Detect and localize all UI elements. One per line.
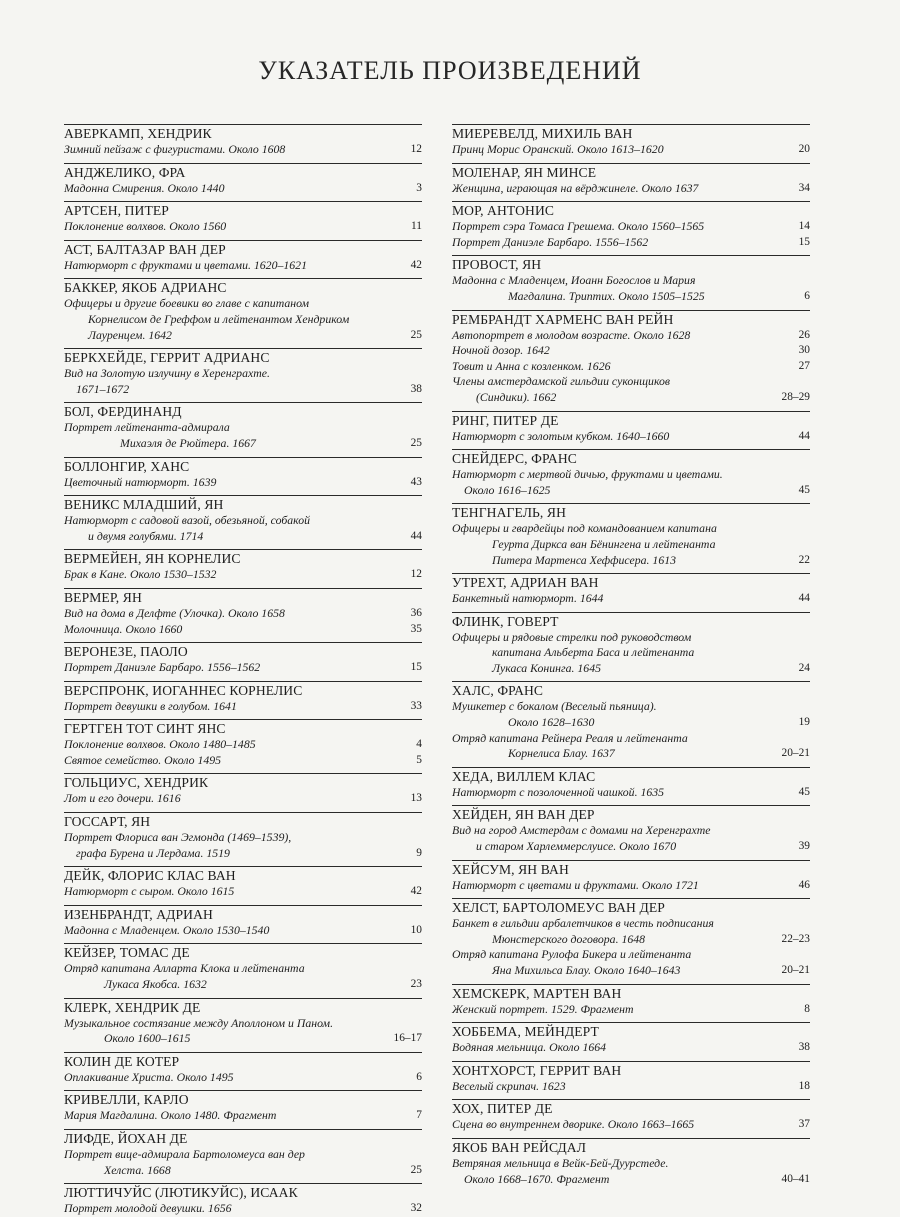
- artwork-title-line: Портрет девушки в голубом. 1641: [64, 698, 237, 713]
- artwork-title-line: Водяная мельница. Около 1664: [452, 1040, 607, 1055]
- artwork-entry: [64, 567, 422, 583]
- index-entry: [64, 402, 422, 451]
- artwork-entry: [64, 513, 422, 544]
- artist-name: МОЛЕНАР, ЯН МИНСЕ: [452, 163, 810, 181]
- artist-name: ВЕРОНЕЗЕ, ПАОЛО: [64, 642, 422, 660]
- artwork-title-line: Отряд капитана Алларта Клока и лейтенанта: [64, 961, 305, 976]
- artwork-title-line: Натюрморт с фруктами и цветами. 1620–1621: [64, 257, 307, 272]
- artwork-title-line: (Синдики). 1662: [476, 389, 557, 404]
- artwork-entry: [452, 591, 810, 607]
- artwork-entry: [64, 420, 422, 451]
- index-entry: [64, 1129, 422, 1178]
- artwork-entry: [452, 343, 810, 359]
- artwork-title-line: Ночной дозор. 1642: [452, 343, 550, 358]
- artist-name: ФЛИНК, ГОВЕРТ: [452, 612, 810, 630]
- artwork-title-line: Натюрморт с мертвой дичью, фруктами и цветами.: [452, 467, 723, 482]
- page-number: 43: [410, 475, 422, 488]
- artist-name: ДЕЙК, ФЛОРИС КЛАС ВАН: [64, 866, 422, 884]
- index-entry: [64, 681, 422, 715]
- artwork-title-line: 1671–1672: [76, 381, 130, 396]
- index-entry: [64, 163, 422, 197]
- page-number: 27: [798, 359, 810, 372]
- artwork-entry: [452, 359, 810, 375]
- page-number: 22: [798, 553, 810, 566]
- artwork-entry: [452, 1117, 810, 1133]
- artwork-entry: [452, 181, 810, 197]
- artwork-entry: [64, 258, 422, 274]
- artwork-entry: [452, 328, 810, 344]
- index-entry: [452, 767, 810, 801]
- page-number: 35: [410, 622, 422, 635]
- artwork-title-line: Магдалина. Триптих. Около 1505–1525: [508, 288, 705, 303]
- artwork-title-line: Портрет молодой девушки. 1656: [64, 1201, 232, 1216]
- artwork-entry: [64, 1108, 422, 1124]
- page-number: 22–23: [781, 932, 810, 945]
- index-entry: [452, 573, 810, 607]
- artist-name: МОР, АНТОНИС: [452, 201, 810, 219]
- index-entry: [452, 124, 810, 158]
- page-number: 4: [416, 738, 422, 751]
- artist-name: ВЕРМЕЙЕН, ЯН КОРНЕЛИС: [64, 549, 422, 567]
- page-number: 5: [416, 753, 422, 766]
- artwork-entry: [452, 699, 810, 730]
- artist-name: БОЛ, ФЕРДИНАНД: [64, 402, 422, 420]
- page-number: 36: [410, 606, 422, 619]
- artwork-title-line: графа Бурена и Лердама. 1519: [76, 845, 230, 860]
- page-number: 25: [410, 1163, 422, 1176]
- artist-name: ГОЛЬЦИУС, ХЕНДРИК: [64, 773, 422, 791]
- left-column: [64, 124, 422, 1217]
- page-number: 37: [798, 1118, 810, 1131]
- index-entry: [452, 805, 810, 854]
- artwork-entry: [452, 1156, 810, 1187]
- artwork-title-line: Питера Мартенса Хеффисера. 1613: [492, 552, 677, 567]
- artwork-title-line: Около 1600–1615: [104, 1031, 191, 1046]
- artwork-title-line: Члены амстердамской гильдии суконщиков: [452, 374, 671, 389]
- artwork-entry: [64, 884, 422, 900]
- index-entry: [64, 1090, 422, 1124]
- artwork-title-line: Корнелисом де Греффом и лейтенантом Хендриком: [88, 311, 350, 326]
- page-number: 38: [798, 1041, 810, 1054]
- artwork-title-line: Товит и Анна с козленком. 1626: [452, 358, 611, 373]
- page-number: 14: [798, 220, 810, 233]
- artwork-title-line: Портрет Флориса ван Эгмонда (1469–1539),: [64, 830, 292, 845]
- artwork-entry: [64, 1070, 422, 1086]
- index-entry: [64, 866, 422, 900]
- artwork-title-line: Ветряная мельница в Вейк-Бей-Дуурстеде.: [452, 1155, 669, 1170]
- artist-name: РЕМБРАНДТ ХАРМЕНС ВАН РЕЙН: [452, 310, 810, 328]
- artwork-entry: [452, 235, 810, 251]
- artwork-title-line: Лот и его дочери. 1616: [64, 791, 181, 806]
- index-entry: [64, 998, 422, 1047]
- index-entry: [452, 681, 810, 761]
- artwork-title-line: Банкетный натюрморт. 1644: [452, 591, 604, 606]
- index-entry: [452, 1099, 810, 1133]
- index-entry: [64, 495, 422, 544]
- index-entry: [64, 773, 422, 807]
- artwork-title-line: Натюрморт с садовой вазой, обезьяной, собакой: [64, 513, 311, 528]
- artist-name: ПРОВОСТ, ЯН: [452, 255, 810, 273]
- index-entry: [452, 503, 810, 568]
- artwork-title-line: Офицеры и рядовые стрелки под руководством: [452, 629, 692, 644]
- index-entry: [64, 642, 422, 676]
- artwork-entry: [64, 961, 422, 992]
- index-entry: [64, 201, 422, 235]
- artwork-title-line: Портрет Даниэле Барбаро. 1556–1562: [64, 660, 261, 675]
- artist-name: ГОССАРТ, ЯН: [64, 812, 422, 830]
- artist-name: АВЕРКАМП, ХЕНДРИК: [64, 124, 422, 142]
- artist-name: ХОББЕМА, МЕЙНДЕРТ: [452, 1022, 810, 1040]
- artwork-entry: [64, 475, 422, 491]
- artist-name: ХЕЙСУМ, ЯН ВАН: [452, 860, 810, 878]
- page-number: 12: [410, 568, 422, 581]
- index-entry: [64, 124, 422, 158]
- page-number: 42: [410, 885, 422, 898]
- page-number: 42: [410, 258, 422, 271]
- artwork-title-line: Лукаса Якобса. 1632: [104, 977, 207, 992]
- artwork-entry: [64, 791, 422, 807]
- artwork-title-line: Поклонение волхвов. Около 1560: [64, 219, 227, 234]
- artist-name: КРИВЕЛЛИ, КАРЛО: [64, 1090, 422, 1108]
- artwork-title-line: Портрет вице-адмирала Бартоломеуса ван дер: [64, 1147, 305, 1161]
- page-number: 45: [798, 483, 810, 496]
- index-entry: [64, 348, 422, 397]
- artwork-entry: [64, 1201, 422, 1217]
- page-number: 9: [416, 846, 422, 859]
- artwork-title-line: и старом Харлеммерслуисе. Около 1670: [476, 839, 677, 854]
- index-entry: [452, 449, 810, 498]
- index-entry: [452, 310, 810, 406]
- artwork-entry: [64, 366, 422, 397]
- artwork-entry: [64, 1016, 422, 1047]
- page-number: 40–41: [781, 1172, 810, 1185]
- artwork-entry: [452, 273, 810, 304]
- artist-name: ТЕНГНАГЕЛЬ, ЯН: [452, 503, 810, 521]
- artwork-title-line: капитана Альберта Баса и лейтенанта: [492, 645, 695, 660]
- artwork-entry: [64, 660, 422, 676]
- artwork-entry: [452, 785, 810, 801]
- artist-name: ВЕРМЕР, ЯН: [64, 588, 422, 606]
- artist-name: ЯКОБ ВАН РЕЙСДАЛ: [452, 1138, 810, 1156]
- artwork-entry: [64, 699, 422, 715]
- index-entry: [64, 905, 422, 939]
- artwork-entry: [64, 737, 422, 753]
- artist-name: ХЕДА, ВИЛЛЕМ КЛАС: [452, 767, 810, 785]
- page-number: 33: [410, 699, 422, 712]
- artwork-entry: [452, 521, 810, 568]
- page-number: 16–17: [393, 1032, 422, 1045]
- page-number: 24: [798, 661, 810, 674]
- artwork-entry: [64, 606, 422, 622]
- page-number: 26: [798, 328, 810, 341]
- index-entry: [64, 812, 422, 861]
- artwork-title-line: Вид на Золотую излучину в Херенграхте.: [64, 366, 270, 381]
- page-number: 15: [410, 661, 422, 674]
- page-number: 39: [798, 840, 810, 853]
- artwork-title-line: Веселый скрипач. 1623: [452, 1078, 566, 1093]
- index-entry: [64, 1052, 422, 1086]
- page-number: 25: [410, 328, 422, 341]
- page-number: 3: [416, 181, 422, 194]
- index-entry: [64, 549, 422, 583]
- artist-name: ХОХ, ПИТЕР ДЕ: [452, 1099, 810, 1117]
- page-number: 15: [798, 235, 810, 248]
- artwork-title-line: Автопортрет в молодом возрасте. Около 1628: [452, 327, 691, 342]
- artist-name: АНДЖЕЛИКО, ФРА: [64, 163, 422, 181]
- page-number: 20–21: [781, 747, 810, 760]
- artist-name: КОЛИН ДЕ КОТЕР: [64, 1052, 422, 1070]
- artwork-entry: [452, 916, 810, 947]
- artwork-title-line: Геурта Диркса ван Бёнингена и лейтенанта: [492, 536, 716, 551]
- page-number: 6: [416, 1070, 422, 1083]
- artist-name: МИЕРЕВЕЛД, МИХИЛЬ ВАН: [452, 124, 810, 142]
- artwork-title-line: Женщина, играющая на вёрджинеле. Около 1637: [452, 180, 699, 195]
- artist-name: ЛИФДЕ, ЙОХАН ДЕ: [64, 1129, 422, 1147]
- artwork-title-line: Мадонна с Младенцем, Иоанн Богослов и Мария: [452, 273, 696, 288]
- artist-name: ГЕРТГЕН ТОТ СИНТ ЯНС: [64, 719, 422, 737]
- artwork-title-line: Мадонна с Младенцем. Около 1530–1540: [64, 922, 270, 937]
- artwork-title-line: Цветочный натюрморт. 1639: [64, 474, 217, 489]
- artwork-title-line: Около 1628–1630: [508, 715, 595, 730]
- artwork-title-line: Мария Магдалина. Около 1480. Фрагмент: [64, 1108, 277, 1123]
- artwork-title-line: Святое семейство. Около 1495: [64, 752, 222, 767]
- page-number: 6: [804, 289, 810, 302]
- page-number: 20: [798, 143, 810, 155]
- page-number: 11: [411, 220, 422, 233]
- page-title: УКАЗАТЕЛЬ ПРОИЗВЕДЕНИЙ: [258, 56, 642, 85]
- artwork-title-line: Натюрморт с сыром. Около 1615: [64, 884, 235, 899]
- artwork-title-line: Молочница. Около 1660: [64, 621, 183, 636]
- artist-name: АРТСЕН, ПИТЕР: [64, 201, 422, 219]
- page-number: 18: [798, 1079, 810, 1092]
- artwork-title-line: Вид на дома в Делфте (Улочка). Около 1658: [64, 605, 285, 620]
- page-number: 34: [798, 181, 810, 194]
- index-entry: [452, 163, 810, 197]
- artwork-title-line: Портрет сэра Томаса Грешема. Около 1560–1565: [452, 219, 705, 234]
- artist-name: ЛЮТТИЧУЙС (ЛЮТИКУЙС), ИСААК: [64, 1183, 422, 1201]
- right-column: [452, 124, 810, 1187]
- artist-name: КЛЕРК, ХЕНДРИК ДЕ: [64, 998, 422, 1016]
- page-number: 13: [410, 792, 422, 805]
- page-number: 44: [798, 592, 810, 605]
- artwork-entry: [452, 142, 810, 158]
- index-entry: [64, 240, 422, 274]
- artist-name: БОЛЛОНГИР, ХАНС: [64, 457, 422, 475]
- page-number: 38: [410, 382, 422, 395]
- artist-name: ВЕНИКС МЛАДШИЙ, ЯН: [64, 495, 422, 513]
- page-number: 19: [798, 716, 810, 729]
- artist-name: РИНГ, ПИТЕР ДЕ: [452, 411, 810, 429]
- artwork-title-line: Натюрморт с позолоченной чашкой. 1635: [452, 784, 665, 799]
- artwork-title-line: Мушкетер с бокалом (Веселый пьяница).: [452, 699, 657, 714]
- artwork-title-line: Михаэля де Рюйтера. 1667: [120, 435, 256, 450]
- artwork-title-line: Корнелиса Блау. 1637: [508, 746, 615, 761]
- artwork-title-line: Хелста. 1668: [104, 1162, 171, 1177]
- page-number: 8: [804, 1002, 810, 1015]
- artwork-title-line: Отряд капитана Рейнера Реаля и лейтенанта: [452, 730, 688, 745]
- artwork-title-line: Лауренцем. 1642: [88, 327, 172, 342]
- index-entry: [64, 278, 422, 343]
- artwork-title-line: Портрет Даниэле Барбаро. 1556–1562: [452, 234, 649, 249]
- artist-name: УТРЕХТ, АДРИАН ВАН: [452, 573, 810, 591]
- artwork-entry: [64, 830, 422, 861]
- index-entry: [452, 1138, 810, 1187]
- artwork-entry: [452, 731, 810, 762]
- artist-name: СНЕЙДЕРС, ФРАНС: [452, 449, 810, 467]
- artwork-title-line: Мюнстерского договора. 1648: [492, 931, 646, 946]
- artwork-title-line: Около 1668–1670. Фрагмент: [464, 1171, 610, 1186]
- artist-name: БЕРКХЕЙДЕ, ГЕРРИТ АДРИАНС: [64, 348, 422, 366]
- artist-name: ХЕЙДЕН, ЯН ВАН ДЕР: [452, 805, 810, 823]
- artwork-title-line: Натюрморт с золотым кубком. 1640–1660: [452, 428, 670, 443]
- artist-name: БАККЕР, ЯКОБ АДРИАНС: [64, 278, 422, 296]
- index-entry: [64, 457, 422, 491]
- page-number: 25: [410, 436, 422, 449]
- artwork-title-line: Поклонение волхвов. Около 1480–1485: [64, 737, 256, 752]
- index-entry: [64, 588, 422, 637]
- page-number: 44: [798, 429, 810, 442]
- page-number: 44: [410, 529, 422, 542]
- page-number: 10: [410, 923, 422, 936]
- artwork-entry: [64, 1147, 422, 1178]
- index-entry: [452, 984, 810, 1018]
- artwork-title-line: Оплакивание Христа. Около 1495: [64, 1069, 234, 1084]
- artwork-title-line: Яна Михильса Блау. Около 1640–1643: [492, 963, 681, 977]
- artist-name: АСТ, БАЛТАЗАР ВАН ДЕР: [64, 240, 422, 258]
- artist-name: ХОНТХОРСТ, ГЕРРИТ ВАН: [452, 1061, 810, 1079]
- page-number: 30: [798, 344, 810, 357]
- index-entry: [452, 612, 810, 677]
- artwork-title-line: Зимний пейзаж с фигуристами. Около 1608: [64, 142, 286, 156]
- page-number: 46: [798, 878, 810, 891]
- index-entry: [452, 1061, 810, 1095]
- artwork-entry: [452, 878, 810, 894]
- artist-name: ХЕЛСТ, БАРТОЛОМЕУС ВАН ДЕР: [452, 898, 810, 916]
- artwork-title-line: Около 1616–1625: [464, 482, 551, 497]
- index-entry: [452, 201, 810, 250]
- page-number: 12: [410, 143, 422, 155]
- page-number: 45: [798, 785, 810, 798]
- artwork-entry: [452, 947, 810, 978]
- artwork-title-line: Принц Морис Оранский. Около 1613–1620: [452, 142, 664, 156]
- artwork-title-line: Брак в Кане. Около 1530–1532: [64, 567, 217, 582]
- index-entry: [64, 719, 422, 768]
- artwork-title-line: Женский портрет. 1529. Фрагмент: [452, 1001, 634, 1016]
- artwork-entry: [452, 1040, 810, 1056]
- artwork-entry: [452, 1002, 810, 1018]
- index-entry: [64, 943, 422, 992]
- artwork-entry: [64, 753, 422, 769]
- artwork-title-line: Сцена во внутреннем дворике. Около 1663–1665: [452, 1117, 695, 1132]
- artwork-title-line: Лукаса Конинга. 1645: [492, 660, 602, 675]
- artwork-title-line: Музыкальное состязание между Аполлоном и Паном.: [64, 1015, 334, 1030]
- index-entry: [452, 898, 810, 978]
- page-number: 28–29: [781, 390, 810, 403]
- artwork-entry: [64, 219, 422, 235]
- artwork-title-line: Вид на город Амстердам с домами на Херенграхте: [452, 823, 711, 838]
- page-number: 20–21: [781, 964, 810, 976]
- index-entry: [452, 411, 810, 445]
- artwork-title-line: и двумя голубями. 1714: [88, 528, 204, 543]
- artwork-title-line: Офицеры и другие боевики во главе с капитаном: [64, 296, 310, 311]
- page-number: 32: [410, 1202, 422, 1215]
- artwork-title-line: Портрет лейтенанта-адмирала: [64, 420, 230, 435]
- page-number: 7: [416, 1109, 422, 1122]
- artwork-entry: [452, 630, 810, 677]
- artwork-entry: [64, 142, 422, 158]
- page-number: 23: [410, 978, 422, 991]
- artwork-entry: [452, 219, 810, 235]
- artwork-entry: [64, 181, 422, 197]
- artist-name: КЕЙЗЕР, ТОМАС ДЕ: [64, 943, 422, 961]
- artist-name: ВЕРСПРОНК, ИОГАННЕС КОРНЕЛИС: [64, 681, 422, 699]
- artwork-entry: [64, 622, 422, 638]
- artwork-entry: [452, 1079, 810, 1095]
- artwork-entry: [452, 823, 810, 854]
- artist-name: ХАЛС, ФРАНС: [452, 681, 810, 699]
- artwork-title-line: Отряд капитана Рулофа Бикера и лейтенанта: [452, 947, 692, 962]
- artwork-entry: [452, 429, 810, 445]
- artwork-title-line: Банкет в гильдии арбалетчиков в честь подписания: [452, 916, 714, 931]
- artwork-title-line: Мадонна Смирения. Около 1440: [64, 180, 225, 195]
- index-entry: [452, 255, 810, 304]
- artwork-entry: [452, 467, 810, 498]
- index-entry: [452, 860, 810, 894]
- artist-name: ИЗЕНБРАНДТ, АДРИАН: [64, 905, 422, 923]
- artwork-title-line: Натюрморт с цветами и фруктами. Около 1721: [452, 877, 699, 892]
- artwork-entry: [64, 296, 422, 343]
- artwork-title-line: Офицеры и гвардейцы под командованием капитана: [452, 521, 717, 536]
- index-entry: [452, 1022, 810, 1056]
- artwork-entry: [452, 374, 810, 405]
- artwork-entry: [64, 923, 422, 939]
- artist-name: ХЕМСКЕРК, МАРТЕН ВАН: [452, 984, 810, 1002]
